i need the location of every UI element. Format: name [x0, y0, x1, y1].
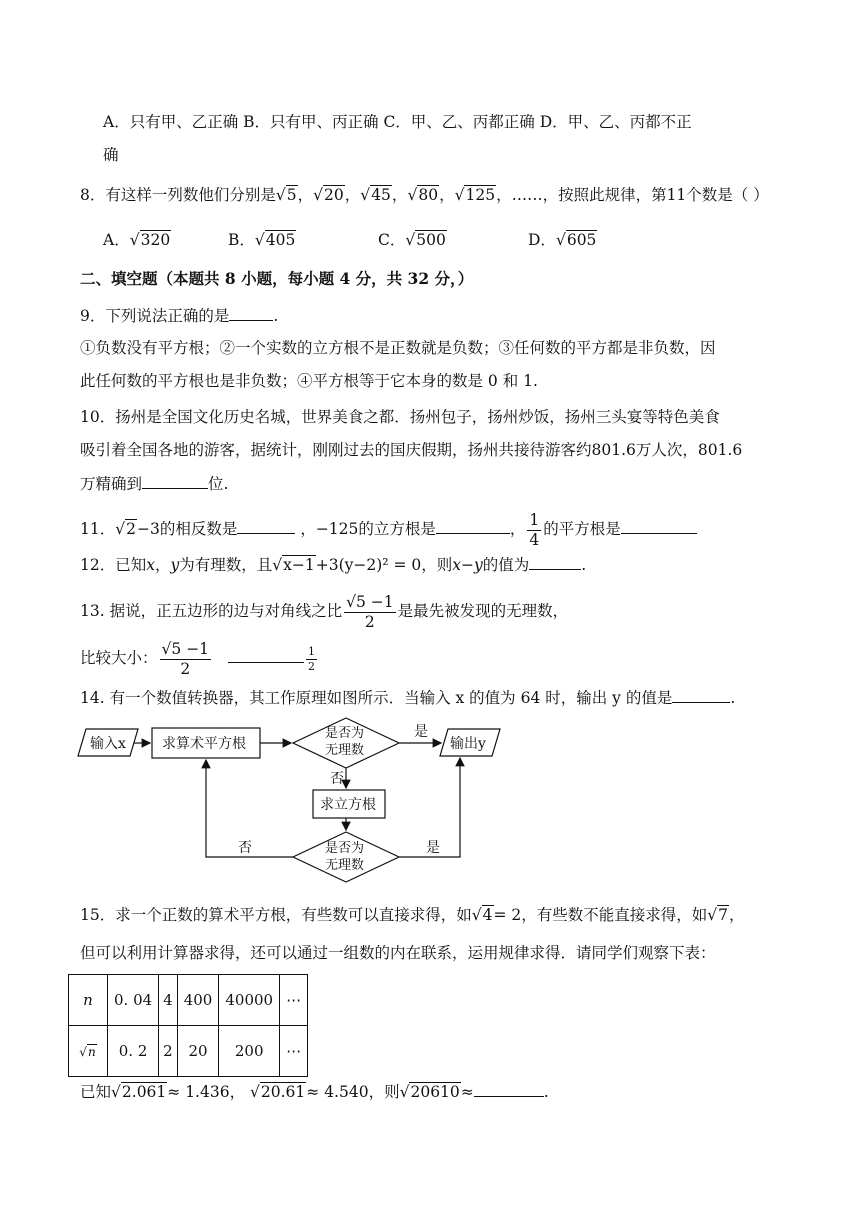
q8-term-3: √45	[360, 186, 391, 204]
flow-sqrt-label: 求算术平方根	[162, 736, 246, 752]
flow-decision-1-line-2: 无理数	[325, 743, 365, 758]
flow-yes-1: 是	[414, 724, 428, 740]
q8-option-a: A．√320	[103, 231, 171, 249]
table-row: n 0. 04 4 400 40000 ⋯	[69, 975, 308, 1026]
q8-suffix: ，……，按照此规律，第11个数是（ ）	[496, 186, 769, 204]
q10-line-1: 10．扬州是全国文化历史名城，世界美食之都．扬州包子，扬州炒饭，扬州三头宴等特色美食	[80, 408, 720, 426]
q8-option-b: B．√405	[228, 231, 296, 249]
flow-no-1: 否	[330, 771, 344, 787]
flow-no-2: 否	[238, 840, 252, 856]
section-title: 二、填空题（本题共 8 小题，每小题 4 分，共 32 分，）	[80, 269, 474, 288]
q8-term-2: √20	[313, 186, 344, 204]
q8-option-c: C．√500	[378, 231, 446, 249]
q12-line: 12．已知x，y为有理数，且√x−1+3(y−2)² = 0，则x−y的值为 .	[80, 556, 587, 574]
q14-stem: 14. 有一个数值转换器，其工作原理如图所示．当输入 x 的值为 64 时，输出 y 的值是 .	[80, 689, 736, 707]
q15-line-1: 15．求一个正数的算术平方根，有些数可以直接求得，如√4= 2，有些数不能直接求得，如√7，	[80, 906, 745, 924]
q10-line-2: 吸引着全国各地的游客，据统计，刚刚过去的国庆假期，扬州共接待游客约801.6万人次，801.6	[80, 441, 743, 459]
flow-decision-2-line-2: 无理数	[325, 858, 365, 873]
q10-line-3: 万精确到 位.	[80, 475, 229, 493]
q11-fraction: $\frac{1}{4}$	[529, 511, 540, 549]
flow-decision-2-shape	[293, 832, 399, 882]
flow-cbrt-label: 求立方根	[320, 797, 376, 813]
q9-line-2: 此任何数的平方根也是非负数；④平方根等于它本身的数是 0 和 1.	[80, 372, 538, 390]
q9-stem: 9．下列说法正确的是 .	[80, 307, 279, 325]
q9-line-1: ①负数没有平方根；②一个实数的立方根不是正数就是负数；③任何数的平方都是非负数，因	[80, 339, 716, 357]
flow-decision-1-line-1: 是否为	[325, 726, 365, 741]
q15-given: 已知√2.061≈ 1.436， √20.61≈ 4.540，则√20610≈ .	[80, 1083, 549, 1101]
flow-output-label: 输出y	[450, 736, 486, 752]
q7-options: A．只有甲、乙正确 B．只有甲、丙正确 C．甲、乙、丙都正确 D．甲、乙、丙都不正	[103, 113, 692, 131]
q15-answer-blank[interactable]	[474, 1082, 544, 1097]
q13-line-1: 13. 据说，正五边形的边与对角线之比 $\frac{√5 -1}{2}$ 是最先被发现的无理数，	[80, 593, 569, 631]
q13-golden-fraction: $\frac{√5 -1}{2}$	[346, 593, 394, 631]
q7-options-continued: 确	[103, 146, 119, 164]
q8-stem: 8．有这样一列数他们分别是√5，√20，√45，√80，√125，……，按照此规律，第11个数是（ ）	[80, 186, 769, 204]
table-row: √n 0. 2 2 20 200 ⋯	[69, 1026, 308, 1077]
q8-option-d: D．√605	[528, 231, 597, 249]
q13-compare-fraction: $\frac{√5 -1}{2}$	[161, 640, 210, 678]
q13-half: $\frac{1}{2}$	[307, 645, 315, 673]
q15-table	[68, 974, 308, 1077]
q8-term-5: √125	[454, 186, 496, 204]
q8-prefix: 8．有这样一列数他们分别是	[80, 186, 276, 204]
flow-decision-2-line-1: 是否为	[325, 841, 365, 856]
q8-term-1: √5	[275, 186, 297, 204]
q15-line-2: 但可以利用计算器求得，还可以通过一组数的内在联系，运用规律求得．请同学们观察下表：	[80, 944, 716, 962]
flow-input-label: 输入x	[90, 736, 126, 752]
q11-line: 11．√2−3的相反数是 ，−125的立方根是 ， $\frac{1}{4}$ 的平方根是	[80, 511, 697, 549]
q8-term-4: √80	[407, 186, 439, 204]
q13-line-2: 比较大小： $\frac{√5 -1}{2}$ $\frac{1}{2}$	[80, 640, 315, 678]
flow-yes-2: 是	[426, 840, 440, 856]
